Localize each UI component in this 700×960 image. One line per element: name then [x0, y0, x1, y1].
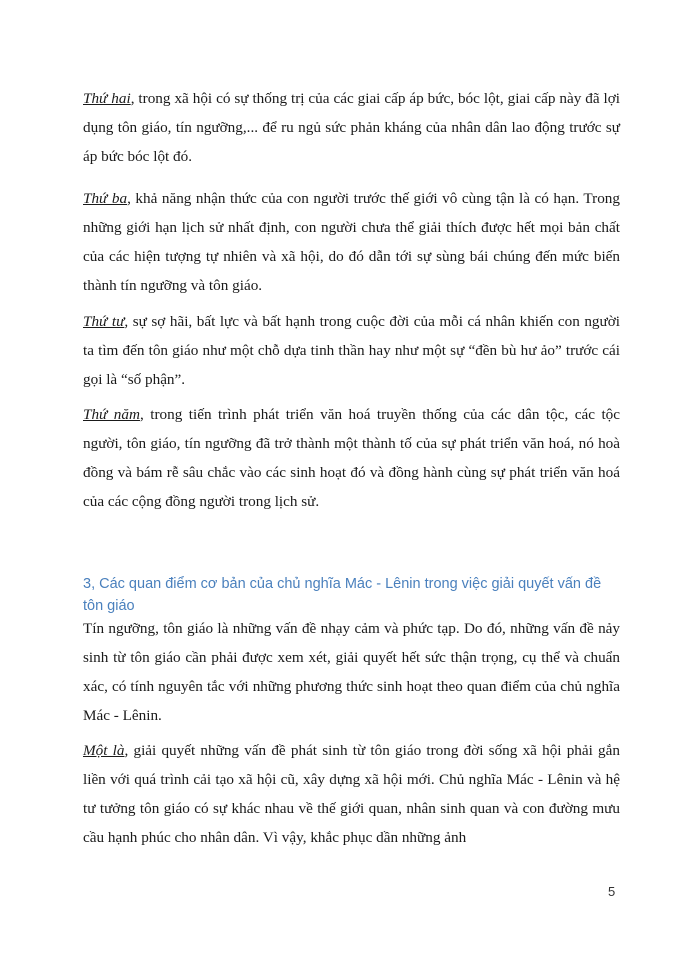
paragraph-lead: Thứ hai	[83, 90, 131, 107]
paragraph-thu-hai	[83, 84, 620, 171]
paragraph-lead: Một là	[83, 742, 125, 759]
paragraph-thu-tu	[83, 307, 620, 394]
section-intro-paragraph: Tín ngưỡng, tôn giáo là những vấn đề nhạy cảm và phức tạp. Do đó, những vấn đề nảy sinh từ tôn giáo cần phải được xem xét, giải quyết hết sức thận trọng, cụ thể và chuẩn xác, có tính nguyên tắc với những phương thức sinh hoạt theo quan điểm của chủ nghĩa Mác - Lênin.	[83, 620, 620, 724]
paragraph-lead: Thứ ba	[83, 190, 128, 207]
paragraph-thu-nam	[83, 400, 620, 516]
paragraph-lead: Thứ tư	[83, 313, 125, 330]
page-number: 5	[608, 884, 616, 899]
section-heading: 3, Các quan điểm cơ bản của chủ nghĩa Mác - Lênin trong việc giải quyết vấn đề tôn giáo	[83, 576, 602, 614]
paragraph-lead: Thứ năm	[83, 406, 140, 423]
paragraph-mot-la	[83, 736, 620, 852]
paragraph-body: , sự sợ hãi, bất lực và bất hạnh trong cuộc đời của mỗi cá nhân khiến con người ta tìm đến tôn giáo như một chỗ dựa tinh thần hay như một sự “đền bù hư ảo” trước cái gọi là “số phận”.	[83, 313, 621, 388]
paragraph-body: , khả năng nhận thức của con người trước thế giới vô cùng tận là có hạn. Trong những giới hạn lịch sử nhất định, con người chưa thể giải thích được hết mọi bản chất của các hiện tượng tự nhiên và xã hội, do đó dẫn tới sự sùng bái chúng đến mức biến thành tín ngưỡng và tôn giáo.	[83, 190, 620, 294]
paragraph-thu-ba	[83, 184, 620, 300]
paragraph-body: , trong xã hội có sự thống trị của các giai cấp áp bức, bóc lột, giai cấp này đã lợi dụng tôn giáo, tín ngưỡng,... để ru ngủ sức phản kháng của nhân dân lao động trước sự áp bức bóc lột đó.	[83, 90, 620, 165]
paragraph-body: , trong tiến trình phát triển văn hoá truyền thống của các dân tộc, các tộc người, tôn giáo, tín ngưỡng đã trở thành một thành tố của sự phát triển văn hoá, nó hoà đồng và bám rễ sâu chắc vào các sinh hoạt đó và đồng hành cùng sự phát triển văn hoá của các cộng đồng người trong lịch sử.	[83, 406, 621, 510]
paragraph-body: , giải quyết những vấn đề phát sinh từ tôn giáo trong đời sống xã hội phải gắn liền với quá trình cải tạo xã hội cũ, xây dựng xã hội mới. Chủ nghĩa Mác - Lênin và hệ tư tưởng tôn giáo có sự khác nhau về thế giới quan, nhân sinh quan và con đường mưu cầu hạnh phúc cho nhân dân. Vì vậy, khắc phục dần những ảnh	[83, 742, 620, 846]
